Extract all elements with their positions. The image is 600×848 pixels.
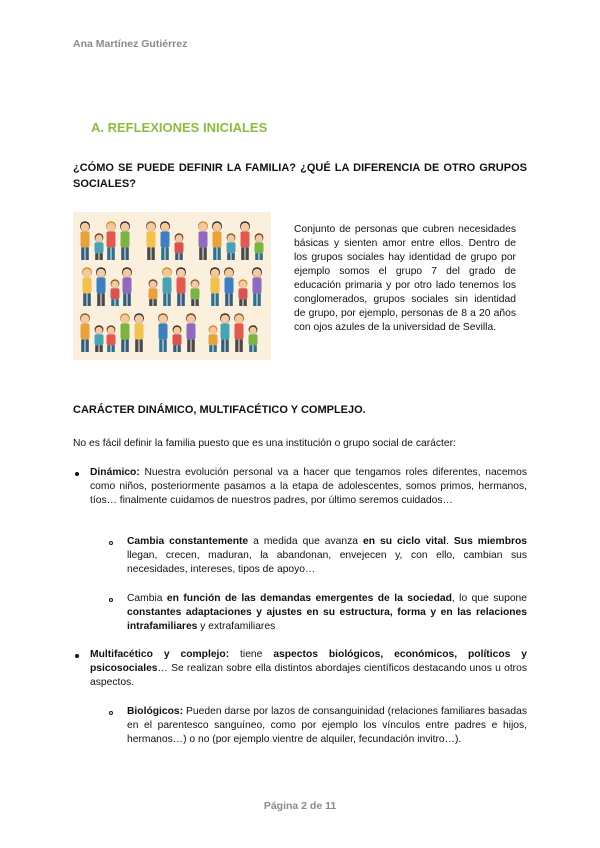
bullet-label: Dinámico: — [90, 467, 140, 478]
person-shape — [244, 299, 247, 306]
person-shape — [173, 327, 180, 334]
person-shape — [161, 223, 169, 231]
person-shape — [227, 242, 236, 253]
person-shape — [95, 235, 102, 242]
sub-bullet-icon — [109, 541, 113, 545]
person-shape — [97, 293, 100, 306]
person-shape — [102, 293, 105, 306]
person-shape — [140, 339, 143, 352]
text-phrase: a medida que avanza — [248, 536, 363, 547]
person-shape — [239, 281, 246, 288]
person-shape — [235, 339, 238, 352]
person-shape — [196, 299, 199, 306]
person-shape — [177, 277, 186, 293]
person-shape — [149, 281, 156, 288]
person-shape — [95, 334, 104, 345]
person-shape — [249, 327, 256, 334]
text-phrase: . — [446, 536, 454, 547]
person-shape — [81, 223, 89, 231]
person-shape — [149, 288, 158, 299]
bold-phrase: Cambia constantemente — [127, 536, 249, 547]
person-shape — [159, 315, 167, 323]
person-shape — [211, 269, 219, 277]
person-shape — [260, 253, 263, 260]
person-shape — [81, 339, 84, 352]
person-shape — [163, 293, 166, 306]
sub-bullet-ciclo-vital — [127, 535, 527, 577]
bold-phrase: aspectos biológicos, económicos, políticos y psicosociales — [90, 649, 527, 674]
person-shape — [121, 315, 129, 323]
person-shape — [177, 293, 180, 306]
person-shape — [95, 345, 98, 352]
person-shape — [126, 339, 129, 352]
person-shape — [227, 253, 230, 260]
person-shape — [112, 247, 115, 260]
question-heading: ¿CÓMO SE PUEDE DEFINIR LA FAMILIA? ¿QUÉ LA DIFERENCIA DE OTRO GRUPOS SOCIALES? — [73, 162, 527, 190]
person-shape — [213, 223, 221, 231]
person-shape — [128, 293, 131, 306]
person-shape — [123, 277, 132, 293]
person-shape — [123, 269, 131, 277]
person-shape — [121, 247, 124, 260]
sub-bullet-icon — [109, 711, 113, 715]
person-shape — [239, 299, 242, 306]
person-shape — [225, 269, 233, 277]
person-shape — [88, 293, 91, 306]
person-shape — [239, 288, 248, 299]
lead-paragraph: No es fácil definir la familia puesto que es una institución o grupo social de carácter: — [73, 438, 456, 449]
family-figures-icon — [73, 212, 271, 360]
person-shape — [191, 281, 198, 288]
bold-phrase: constantes adaptaciones y ajustes en su estructura, forma y en las relaciones intrafamiliares — [127, 607, 527, 632]
person-shape — [159, 339, 162, 352]
person-shape — [173, 334, 182, 345]
person-shape — [192, 339, 195, 352]
person-shape — [255, 235, 262, 242]
person-shape — [121, 223, 129, 231]
bold-phrase: en su ciclo vital — [362, 536, 447, 547]
person-shape — [112, 345, 115, 352]
person-shape — [107, 223, 115, 231]
person-shape — [95, 253, 98, 260]
person-shape — [255, 253, 258, 260]
person-shape — [249, 334, 258, 345]
person-shape — [199, 231, 208, 247]
person-shape — [83, 293, 86, 306]
bullet-dinamico — [90, 466, 527, 508]
person-shape — [173, 345, 176, 352]
person-shape — [218, 247, 221, 260]
person-shape — [216, 293, 219, 306]
person-shape — [111, 299, 114, 306]
person-shape — [147, 231, 156, 247]
person-shape — [241, 223, 249, 231]
person-shape — [86, 339, 89, 352]
person-shape — [241, 247, 244, 260]
person-shape — [168, 293, 171, 306]
person-shape — [86, 247, 89, 260]
person-shape — [149, 299, 152, 306]
text-phrase: , lo que supone — [451, 593, 528, 604]
bullet-text: Nuestra evolución personal va a hacer que tengamos roles diferentes, nacemos como niños, posteriormente pasamos a la etapa de adolescentes, somos primos, hermanos, tíos… finalmente cuidamos de nuestros padres, por último seremos cuidados… — [90, 467, 527, 506]
person-shape — [225, 277, 234, 293]
person-shape — [81, 315, 89, 323]
person-shape — [253, 293, 256, 306]
person-shape — [211, 277, 220, 293]
person-shape — [227, 235, 234, 242]
text-phrase: tiene — [229, 649, 274, 660]
person-shape — [95, 327, 102, 334]
person-shape — [164, 339, 167, 352]
person-shape — [254, 345, 257, 352]
text-phrase: Pueden darse por lazos de consanguinidad (relaciones familiares basadas en el parentesco sanguíneo, como por ejemplo los vínculos entre padres e hijos, hermanos…) o no (por ejemplo vientre de alquiler, fecundación invitro…). — [127, 706, 527, 745]
person-shape — [214, 345, 217, 352]
sub-bullet-sociedad — [127, 592, 527, 634]
subsection-heading: CARÁCTER DINÁMICO, MULTIFACÉTICO Y COMPLEJO. — [73, 404, 366, 416]
person-shape — [221, 323, 230, 339]
person-shape — [226, 339, 229, 352]
person-shape — [100, 253, 103, 260]
person-shape — [107, 327, 114, 334]
person-shape — [209, 345, 212, 352]
person-shape — [107, 334, 116, 345]
person-shape — [161, 231, 170, 247]
person-shape — [147, 247, 150, 260]
page-number: Página 2 de 11 — [263, 800, 337, 812]
person-shape — [258, 293, 261, 306]
text-phrase: Cambia — [127, 593, 167, 604]
person-shape — [159, 323, 168, 339]
person-shape — [232, 253, 235, 260]
person-shape — [187, 315, 195, 323]
person-shape — [135, 315, 143, 323]
person-shape — [253, 269, 261, 277]
person-shape — [178, 345, 181, 352]
person-shape — [240, 339, 243, 352]
person-shape — [135, 323, 144, 339]
person-shape — [81, 323, 90, 339]
family-groups-illustration — [73, 212, 271, 360]
person-shape — [161, 247, 164, 260]
person-shape — [81, 247, 84, 260]
person-shape — [166, 247, 169, 260]
person-shape — [83, 277, 92, 293]
person-shape — [235, 315, 243, 323]
person-shape — [253, 277, 262, 293]
person-shape — [209, 334, 218, 345]
person-shape — [182, 293, 185, 306]
person-shape — [121, 231, 130, 247]
text-phrase: y extrafamiliares — [197, 621, 276, 632]
bold-phrase: en función de las demandas emergentes de la sociedad — [166, 593, 452, 604]
person-shape — [126, 247, 129, 260]
person-shape — [107, 345, 110, 352]
person-shape — [147, 223, 155, 231]
person-shape — [175, 253, 178, 260]
person-shape — [199, 223, 207, 231]
person-shape — [95, 242, 104, 253]
person-shape — [163, 269, 171, 277]
person-shape — [175, 235, 182, 242]
bullet-multifacetico — [90, 648, 527, 690]
person-shape — [121, 339, 124, 352]
text-phrase: llegan, crecen, maduran, la abandonan, envejecen y, con ello, cambian sus necesidades, intereses, tipos de apoyo… — [127, 550, 527, 575]
person-shape — [111, 281, 118, 288]
sub-bullet-biologicos — [127, 705, 527, 747]
person-shape — [97, 269, 105, 277]
person-shape — [209, 327, 216, 334]
person-shape — [121, 323, 130, 339]
bold-phrase: Multifacético y complejo: — [90, 649, 230, 660]
person-shape — [221, 315, 229, 323]
person-shape — [135, 339, 138, 352]
person-shape — [246, 247, 249, 260]
person-shape — [191, 299, 194, 306]
person-shape — [225, 293, 228, 306]
person-shape — [255, 242, 264, 253]
person-shape — [180, 253, 183, 260]
person-shape — [97, 277, 106, 293]
person-shape — [163, 277, 172, 293]
person-shape — [107, 247, 110, 260]
sub-bullet-icon — [109, 598, 113, 602]
person-shape — [177, 269, 185, 277]
person-shape — [204, 247, 207, 260]
bold-phrase: Sus miembros — [453, 536, 528, 547]
bullet-icon — [75, 654, 79, 658]
person-shape — [213, 231, 222, 247]
person-shape — [107, 231, 116, 247]
person-shape — [175, 242, 184, 253]
person-shape — [211, 293, 214, 306]
person-shape — [83, 269, 91, 277]
person-shape — [187, 339, 190, 352]
person-shape — [230, 293, 233, 306]
bold-phrase: Biológicos: — [127, 706, 184, 717]
person-shape — [100, 345, 103, 352]
person-shape — [241, 231, 250, 247]
person-shape — [221, 339, 224, 352]
person-shape — [199, 247, 202, 260]
person-shape — [187, 323, 196, 339]
person-shape — [249, 345, 252, 352]
section-title: A. REFLEXIONES INICIALES — [91, 120, 268, 135]
bullet-icon — [75, 472, 79, 476]
person-shape — [111, 288, 120, 299]
person-shape — [154, 299, 157, 306]
intro-paragraph: Conjunto de personas que cubren necesidades básicas y sienten amor entre ellos. Dentro de los grupos sociales hay identidad de grupo por ejemplo somos el grupo 7 del grado de educación primaria y por otro lado tenemos los conglomerados, grupos sociales sin identidad de grupo, por ejemplo, personas de 8 a 20 años con ojos azules de la universidad de Sevilla. — [294, 224, 516, 333]
person-shape — [152, 247, 155, 260]
person-shape — [81, 231, 90, 247]
person-shape — [191, 288, 200, 299]
person-shape — [213, 247, 216, 260]
person-shape — [123, 293, 126, 306]
person-shape — [235, 323, 244, 339]
person-shape — [116, 299, 119, 306]
text-phrase: … Se realizan sobre ella distintos abordajes científicos destacando unos u otros aspectos. — [90, 663, 527, 688]
header-author: Ana Martínez Gutiérrez — [73, 38, 188, 50]
